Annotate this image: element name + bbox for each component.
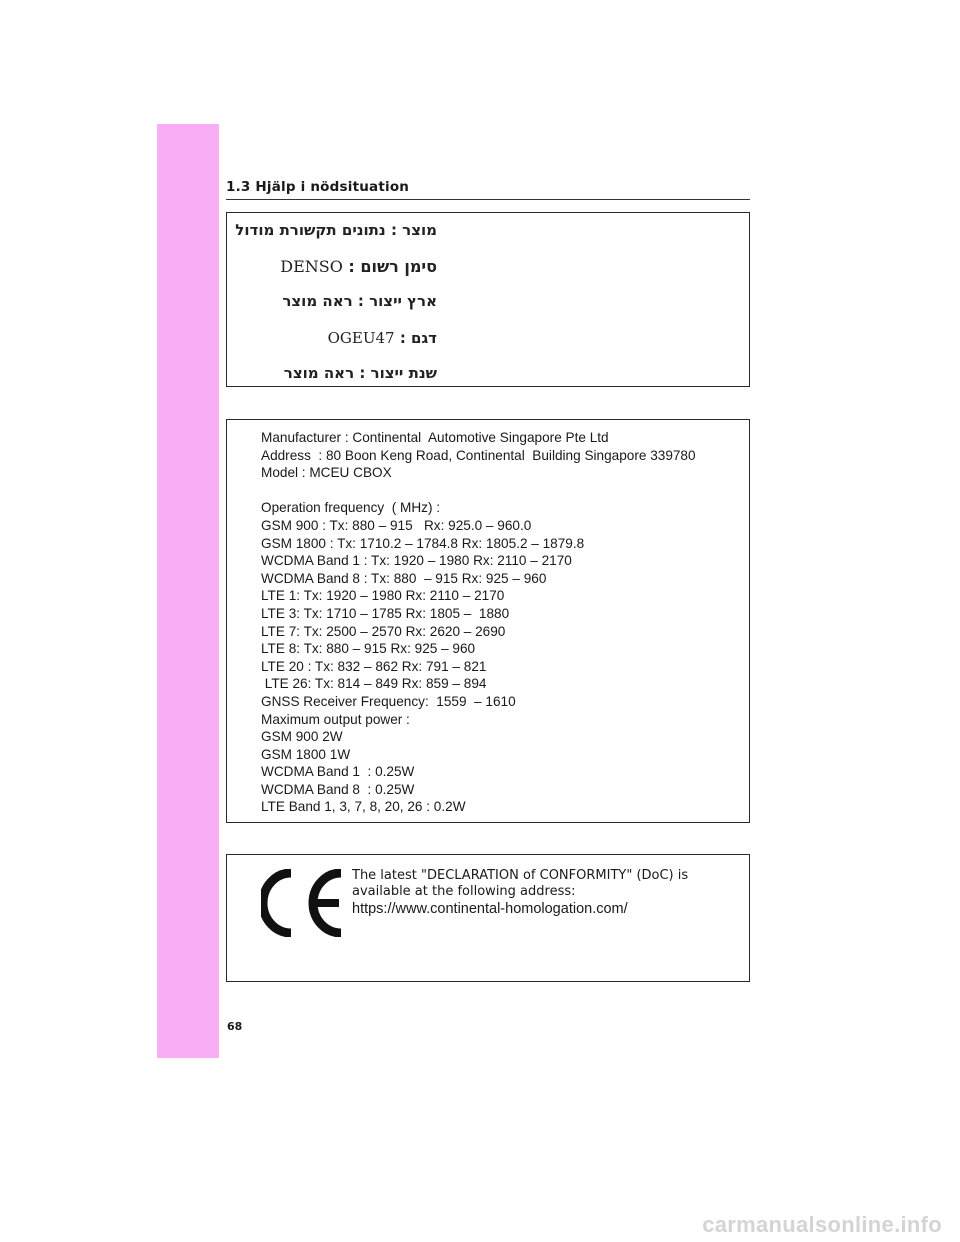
- spec-line: Address : 80 Boon Keng Road, Continental Building Singapore 339780: [261, 447, 696, 463]
- spec-line: GSM 1800 1W: [261, 746, 351, 762]
- spec-line: WCDMA Band 8 : Tx: 880 – 915 Rx: 925 – 960: [261, 570, 547, 586]
- hebrew-model-line: [328, 329, 437, 347]
- hebrew-year-line: שנת ייצור : ראה מוצר: [283, 364, 437, 382]
- header-divider: [226, 199, 750, 200]
- conformity-box: [226, 854, 750, 982]
- spec-line: GSM 1800 : Tx: 1710.2 – 1784.8 Rx: 1805.2 – 1879.8: [261, 535, 585, 551]
- hebrew-model-label: דגם :: [399, 329, 437, 347]
- section-header: 1.3 Hjälp i nödsituation: [226, 179, 410, 195]
- conformity-text: [352, 868, 688, 918]
- spec-line: Maximum output power :: [261, 711, 410, 727]
- page-number: 68: [227, 1020, 243, 1033]
- conformity-url-link[interactable]: https://www.continental-homologation.com/: [352, 901, 628, 917]
- specifications-list: [261, 429, 696, 816]
- ce-mark-icon: [261, 869, 347, 937]
- spec-line: LTE 1: Tx: 1920 – 1980 Rx: 2110 – 2170: [261, 588, 505, 604]
- spec-line: LTE 7: Tx: 2500 – 2570 Rx: 2620 – 2690: [261, 623, 506, 639]
- watermark-text: carmanualsonline.info: [702, 1212, 942, 1237]
- spec-line-gap: [261, 482, 696, 500]
- hebrew-trademark-value: DENSO: [280, 257, 343, 276]
- hebrew-model-value: OGEU47: [327, 329, 395, 347]
- spec-line: LTE 20 : Tx: 832 – 862 Rx: 791 – 821: [261, 658, 487, 674]
- spec-line: WCDMA Band 8 : 0.25W: [261, 781, 415, 797]
- spec-line: GNSS Receiver Frequency: 1559 – 1610: [261, 693, 516, 709]
- spec-line: LTE Band 1, 3, 7, 8, 20, 26 : 0.2W: [261, 799, 466, 815]
- hebrew-trademark-label: סימן רשום :: [348, 257, 437, 276]
- spec-line: LTE 3: Tx: 1710 – 1785 Rx: 1805 – 1880: [261, 605, 510, 621]
- spec-line: WCDMA Band 1 : Tx: 1920 – 1980 Rx: 2110 – 2170: [261, 553, 572, 569]
- spec-line: Operation frequency ( MHz) :: [261, 500, 441, 516]
- chapter-side-tab: [157, 124, 219, 1058]
- spec-line: LTE 8: Tx: 880 – 915 Rx: 925 – 960: [261, 641, 476, 657]
- spec-line: GSM 900 : Tx: 880 – 915 Rx: 925.0 – 960.0: [261, 517, 532, 533]
- hebrew-country-line: ארץ ייצור : ראה מוצר: [282, 292, 437, 310]
- specifications-box: [226, 419, 750, 823]
- hebrew-product-line: מוצר : נתונים תקשורת מודול: [235, 221, 437, 239]
- hebrew-trademark-line: [280, 257, 437, 276]
- conformity-line-2: available at the following address:: [352, 884, 576, 899]
- hebrew-info-box: [226, 212, 750, 387]
- spec-line: LTE 26: Tx: 814 – 849 Rx: 859 – 894: [261, 676, 487, 692]
- spec-line: Model : MCEU CBOX: [261, 465, 392, 481]
- spec-line: Manufacturer : Continental Automotive Singapore Pte Ltd: [261, 430, 609, 445]
- spec-line: WCDMA Band 1 : 0.25W: [261, 764, 415, 780]
- spec-line: GSM 900 2W: [261, 729, 343, 745]
- conformity-line-1: The latest "DECLARATION of CONFORMITY" (DoC) is: [352, 868, 689, 883]
